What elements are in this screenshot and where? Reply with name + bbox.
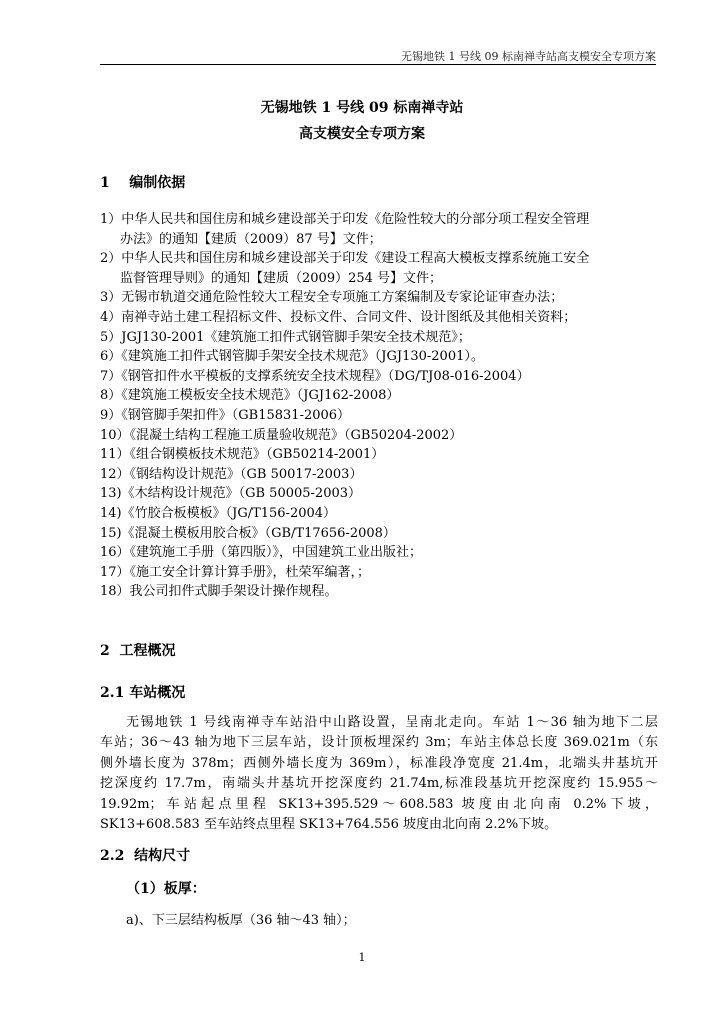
list-item: 1）中华人民共和国住房和城乡建设部关于印发《危险性较大的分部分项工程安全管理 <box>100 212 590 227</box>
list-item: 2）中华人民共和国住房和城乡建设部关于印发《建设工程高大模板支撑系统施工安全 <box>100 251 590 267</box>
list-item: 12）《钢结构设计规范》（GB 50017-2003） <box>100 466 363 482</box>
section-2-heading: 2 工程概况 <box>100 643 176 659</box>
paragraph-line: 侧外墙长度为 378m；西侧外墙长度为 369m），标准段净宽度 21.4m，北端头井基坑开 <box>100 755 658 771</box>
list-item: 15)《混凝土模板用胶合板》（GB/T17656-2008） <box>100 525 396 541</box>
list-item: 7）《钢管扣件水平模板的支撑系统安全技术规程》（DG/TJ08-016-2004） <box>100 368 530 384</box>
document-title-line2: 高支模安全专项方案 <box>299 126 425 142</box>
slab-thickness-subheading: （1）板厚： <box>126 881 206 897</box>
list-item: 18）我公司扣件式脚手架设计操作规程。 <box>100 584 338 600</box>
slab-item-a: a)、下三层结构板厚（36 轴～43 轴）； <box>126 913 356 928</box>
header-rule <box>100 64 656 65</box>
document-title-line1: 无锡地铁 1 号线 09 标南禅寺站 <box>260 100 464 116</box>
list-item: 8）《建筑施工模板安全技术规范》（JGJ162-2008） <box>100 388 400 404</box>
list-item: 16）《建筑施工手册（第四版）》，中国建筑工业出版社； <box>100 545 423 561</box>
paragraph-line: 挖深度约 17.7m，南端头井基坑开挖深度约 21.74m,标准段基坑开挖深度约 15.955～ <box>100 776 658 792</box>
list-item: 9）《钢管脚手架扣件》（GB15831-2006） <box>100 407 351 423</box>
page-number: 1 <box>358 951 366 964</box>
list-item: 13)《木结构设计规范》（GB 50005-2003） <box>100 486 362 502</box>
paragraph-line: 19.92m；车站起点里程 SK13+395.529～608.583 坡度由北向南 0.2%下坡， <box>100 796 658 812</box>
page-header: 无锡地铁 1 号线 09 标南禅寺站高支模安全专项方案 <box>401 50 656 63</box>
basis-list <box>100 210 660 602</box>
list-item: 监督管理导则》的通知【建质（2009）254 号】文件； <box>120 270 443 286</box>
list-item: 14)《竹胶合板模板》（JG/T156-2004） <box>100 505 337 521</box>
paragraph-line: 车站；36～43 轴为地下三层车站，设计顶板埋深约 3m；车站主体总长度 369.021m（东 <box>100 735 658 751</box>
list-item: 10）《混凝土结构工程施工质量验收规范》（GB50204-2002） <box>100 427 463 443</box>
list-item: 11）《组合钢模板技术规范》（GB50214-2001） <box>100 447 385 463</box>
paragraph-line: 无锡地铁 1 号线南禅寺车站沿中山路设置，呈南北走向。车站 1～36 轴为地下二层 <box>126 715 658 730</box>
list-item: 5）JGJ130-2001《建筑施工扣件式钢管脚手架安全技术规范》； <box>100 329 471 345</box>
section-1-heading: 1 编制依据 <box>100 175 186 191</box>
section-2-2-heading: 2.2 结构尺寸 <box>100 848 191 864</box>
list-item: 17）《施工安全计算计算手册》，杜荣军编著，； <box>100 564 371 580</box>
list-item: 4）南禅寺站土建工程招标文件、投标文件、合同文件、设计图纸及其他相关资料； <box>100 309 577 325</box>
list-item: 办法》的通知【建质（2009）87 号】文件； <box>120 231 382 247</box>
station-overview-paragraph <box>100 713 658 835</box>
paragraph-line: SK13+608.583 至车站终点里程 SK13+764.556 坡度由北向南 2.2%下坡。 <box>100 817 558 833</box>
list-item: 3）无锡市轨道交通危险性较大工程安全专项施工方案编制及专家论证审查办法； <box>100 290 564 306</box>
section-2-1-heading: 2.1 车站概况 <box>100 685 186 701</box>
list-item: 6）《建筑施工扣件式钢管脚手架安全技术规范》（JGJ130-2001）。 <box>100 349 484 365</box>
